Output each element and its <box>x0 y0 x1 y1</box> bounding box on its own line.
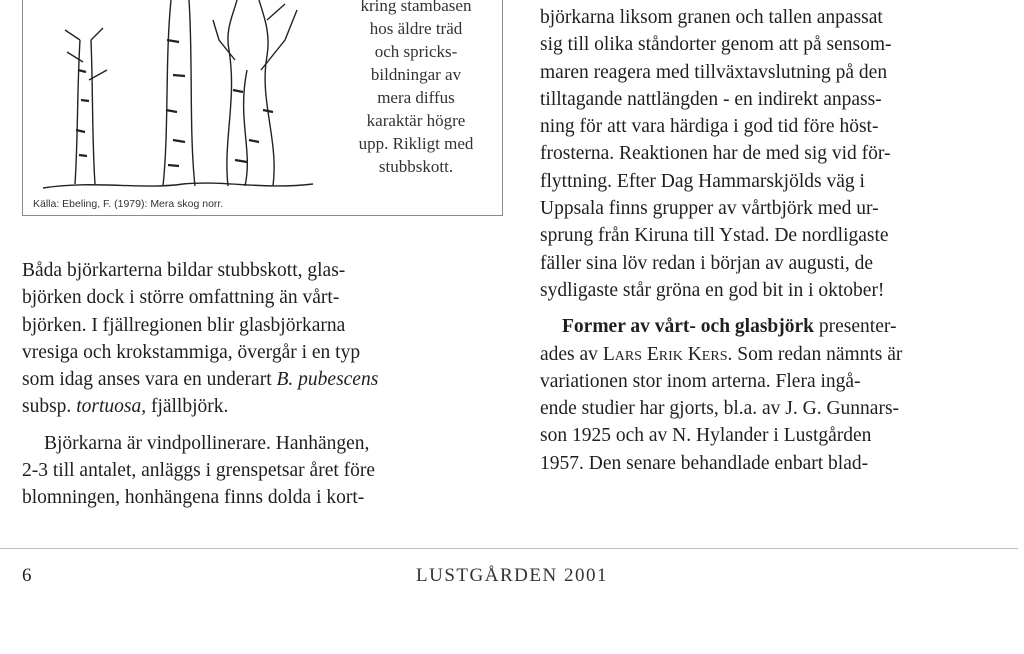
species-name: B. pubescens <box>276 369 379 391</box>
footer-rule <box>0 548 1018 549</box>
author-name: Lars Erik Kers <box>602 343 728 365</box>
caption-line: bildningar av <box>370 65 462 84</box>
body-line: björken dock i större omfattning än vårt- <box>22 287 340 309</box>
body-line: son 1925 och av N. Hylander i Lustgården <box>540 425 872 447</box>
body-line: ades av Lars Erik Kers. Som redan nämnts är <box>540 343 903 365</box>
right-column <box>540 4 1010 477</box>
caption-line: upp. Rikligt med <box>358 134 474 153</box>
body-line: björken. I fjällregionen blir glasbjörkarna <box>22 314 346 336</box>
body-line: vresiga och krokstammiga, övergår i en typ <box>22 341 361 363</box>
page-number: 6 <box>22 565 32 586</box>
body-line: sydligaste står gröna en god bit in i oktober! <box>540 279 885 301</box>
subspecies-name: tortuosa, <box>76 396 147 418</box>
body-line: Former av vårt- och glasbjörk presenter- <box>562 316 897 338</box>
caption-line: hos äldre träd <box>369 19 463 38</box>
body-line: fäller sina löv redan i början av augusti, de <box>540 252 874 274</box>
body-line: Båda björkarterna bildar stubbskott, glas- <box>22 260 346 281</box>
caption-line: och spricks- <box>374 42 458 61</box>
body-line: sprung från Kiruna till Ystad. De nordligaste <box>540 225 889 247</box>
figure-box <box>22 0 503 216</box>
body-line: tilltagande nattlängden - en indirekt anpass- <box>540 88 882 110</box>
figure-caption <box>333 0 499 178</box>
caption-line: karaktär högre <box>366 111 466 130</box>
body-line: Björkarna är vindpollinerare. Hanhängen, <box>44 432 370 454</box>
caption-line: kring stambasen <box>360 0 472 15</box>
body-line: frosterna. Reaktionen har de med sig vid för- <box>540 143 891 165</box>
caption-line: stubbskott. <box>378 157 454 176</box>
body-line: blomningen, honhängena finns dolda i kort- <box>22 487 365 509</box>
body-line: 2-3 till antalet, anläggs i grenspetsar året före <box>22 460 376 482</box>
body-line: sig till olika ståndorter genom att på sensom- <box>540 34 892 56</box>
birch-trees-illustration <box>23 0 333 196</box>
body-line: flyttning. Efter Dag Hammarskjölds väg i <box>540 170 865 192</box>
body-line: Uppsala finns grupper av vårtbjörk med ur- <box>540 198 879 220</box>
body-line: variationen stor inom arterna. Flera ingå- <box>540 370 861 392</box>
caption-line: mera diffus <box>377 88 455 107</box>
body-line: som idag anses vara en underart B. pubescens <box>22 369 379 391</box>
left-column <box>22 257 507 512</box>
journal-footer: LUSTGÅRDEN 2001 <box>416 565 608 586</box>
body-line: ende studier har gjorts, bl.a. av J. G. Gunnars- <box>540 398 900 420</box>
figure-source: Källa: Ebeling, F. (1979): Mera skog norr. <box>33 198 224 210</box>
body-line: 1957. Den senare behandlade enbart blad- <box>540 452 869 474</box>
body-line: ning för att vara härdiga i god tid före höst- <box>540 116 879 138</box>
body-line: subsp. tortuosa, fjällbjörk. <box>22 396 229 418</box>
body-line: björkarna liksom granen och tallen anpassat <box>540 7 883 28</box>
section-lead: Former av vårt- och glasbjörk <box>562 316 815 338</box>
body-line: maren reagera med tillväxtavslutning på den <box>540 61 888 83</box>
